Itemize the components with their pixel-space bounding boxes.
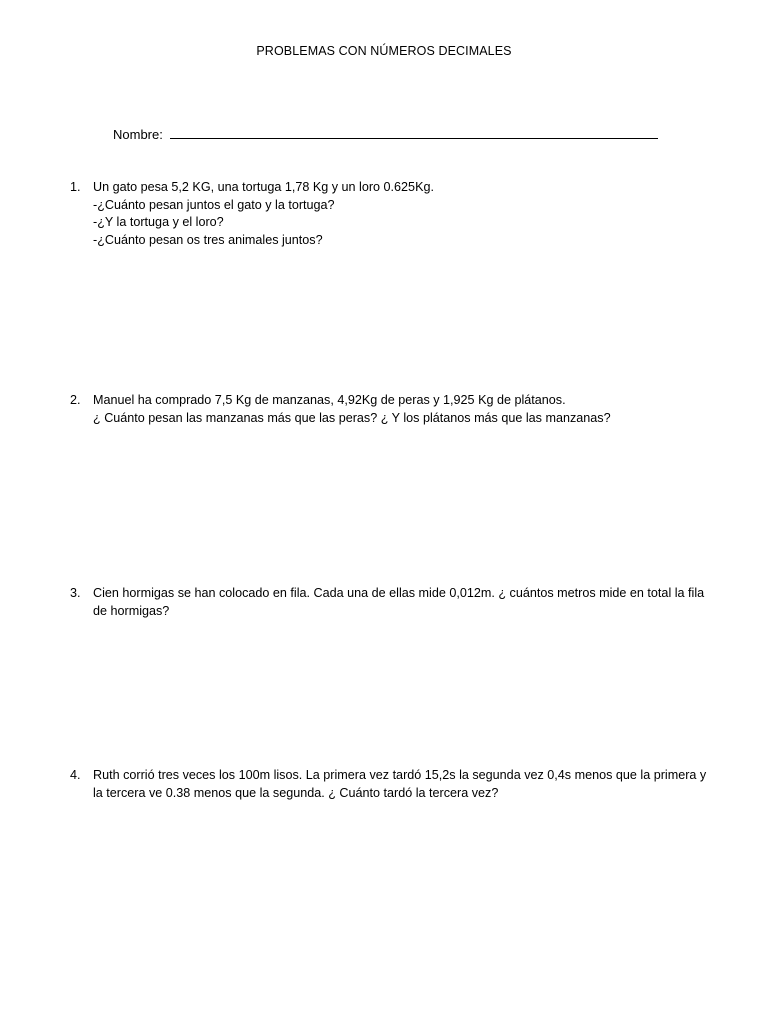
problem-line: ¿ Cuánto pesan las manzanas más que las peras? ¿ Y los plátanos más que las manzanas? xyxy=(93,410,611,425)
name-label: Nombre: xyxy=(113,127,163,142)
problem-line: la tercera ve 0.38 menos que la segunda. ¿ Cuánto tardó la tercera vez? xyxy=(93,785,499,800)
problem-number: 1. xyxy=(70,180,81,194)
problem-line: Un gato pesa 5,2 KG, una tortuga 1,78 Kg y un loro 0.625Kg. xyxy=(93,180,434,194)
problem-line: de hormigas? xyxy=(93,603,170,618)
problem-number: 4. xyxy=(70,768,81,782)
problem-line: Manuel ha comprado 7,5 Kg de manzanas, 4,92Kg de peras y 1,925 Kg de plátanos. xyxy=(93,393,566,407)
problem-line: -¿Cuánto pesan juntos el gato y la tortuga? xyxy=(93,197,335,212)
problem-line: -¿Cuánto pesan os tres animales juntos? xyxy=(93,232,323,247)
problem-number: 2. xyxy=(70,393,81,407)
problem-line: Cien hormigas se han colocado en fila. Cada una de ellas mide 0,012m. ¿ cuántos metros mide en total la fila xyxy=(93,586,705,600)
problem-line: Ruth corrió tres veces los 100m lisos. La primera vez tardó 15,2s la segunda vez 0,4s menos que la primera y xyxy=(93,768,707,782)
name-field xyxy=(113,126,658,142)
name-blank-line xyxy=(170,126,658,139)
problem-line: -¿Y la tortuga y el loro? xyxy=(93,215,224,230)
problem-text xyxy=(93,585,728,620)
problem-text xyxy=(93,179,728,249)
page-title: PROBLEMAS CON NÚMEROS DECIMALES xyxy=(256,44,512,58)
problem-number: 3. xyxy=(70,586,81,600)
problem-text xyxy=(93,392,728,427)
problem-text xyxy=(93,767,728,802)
